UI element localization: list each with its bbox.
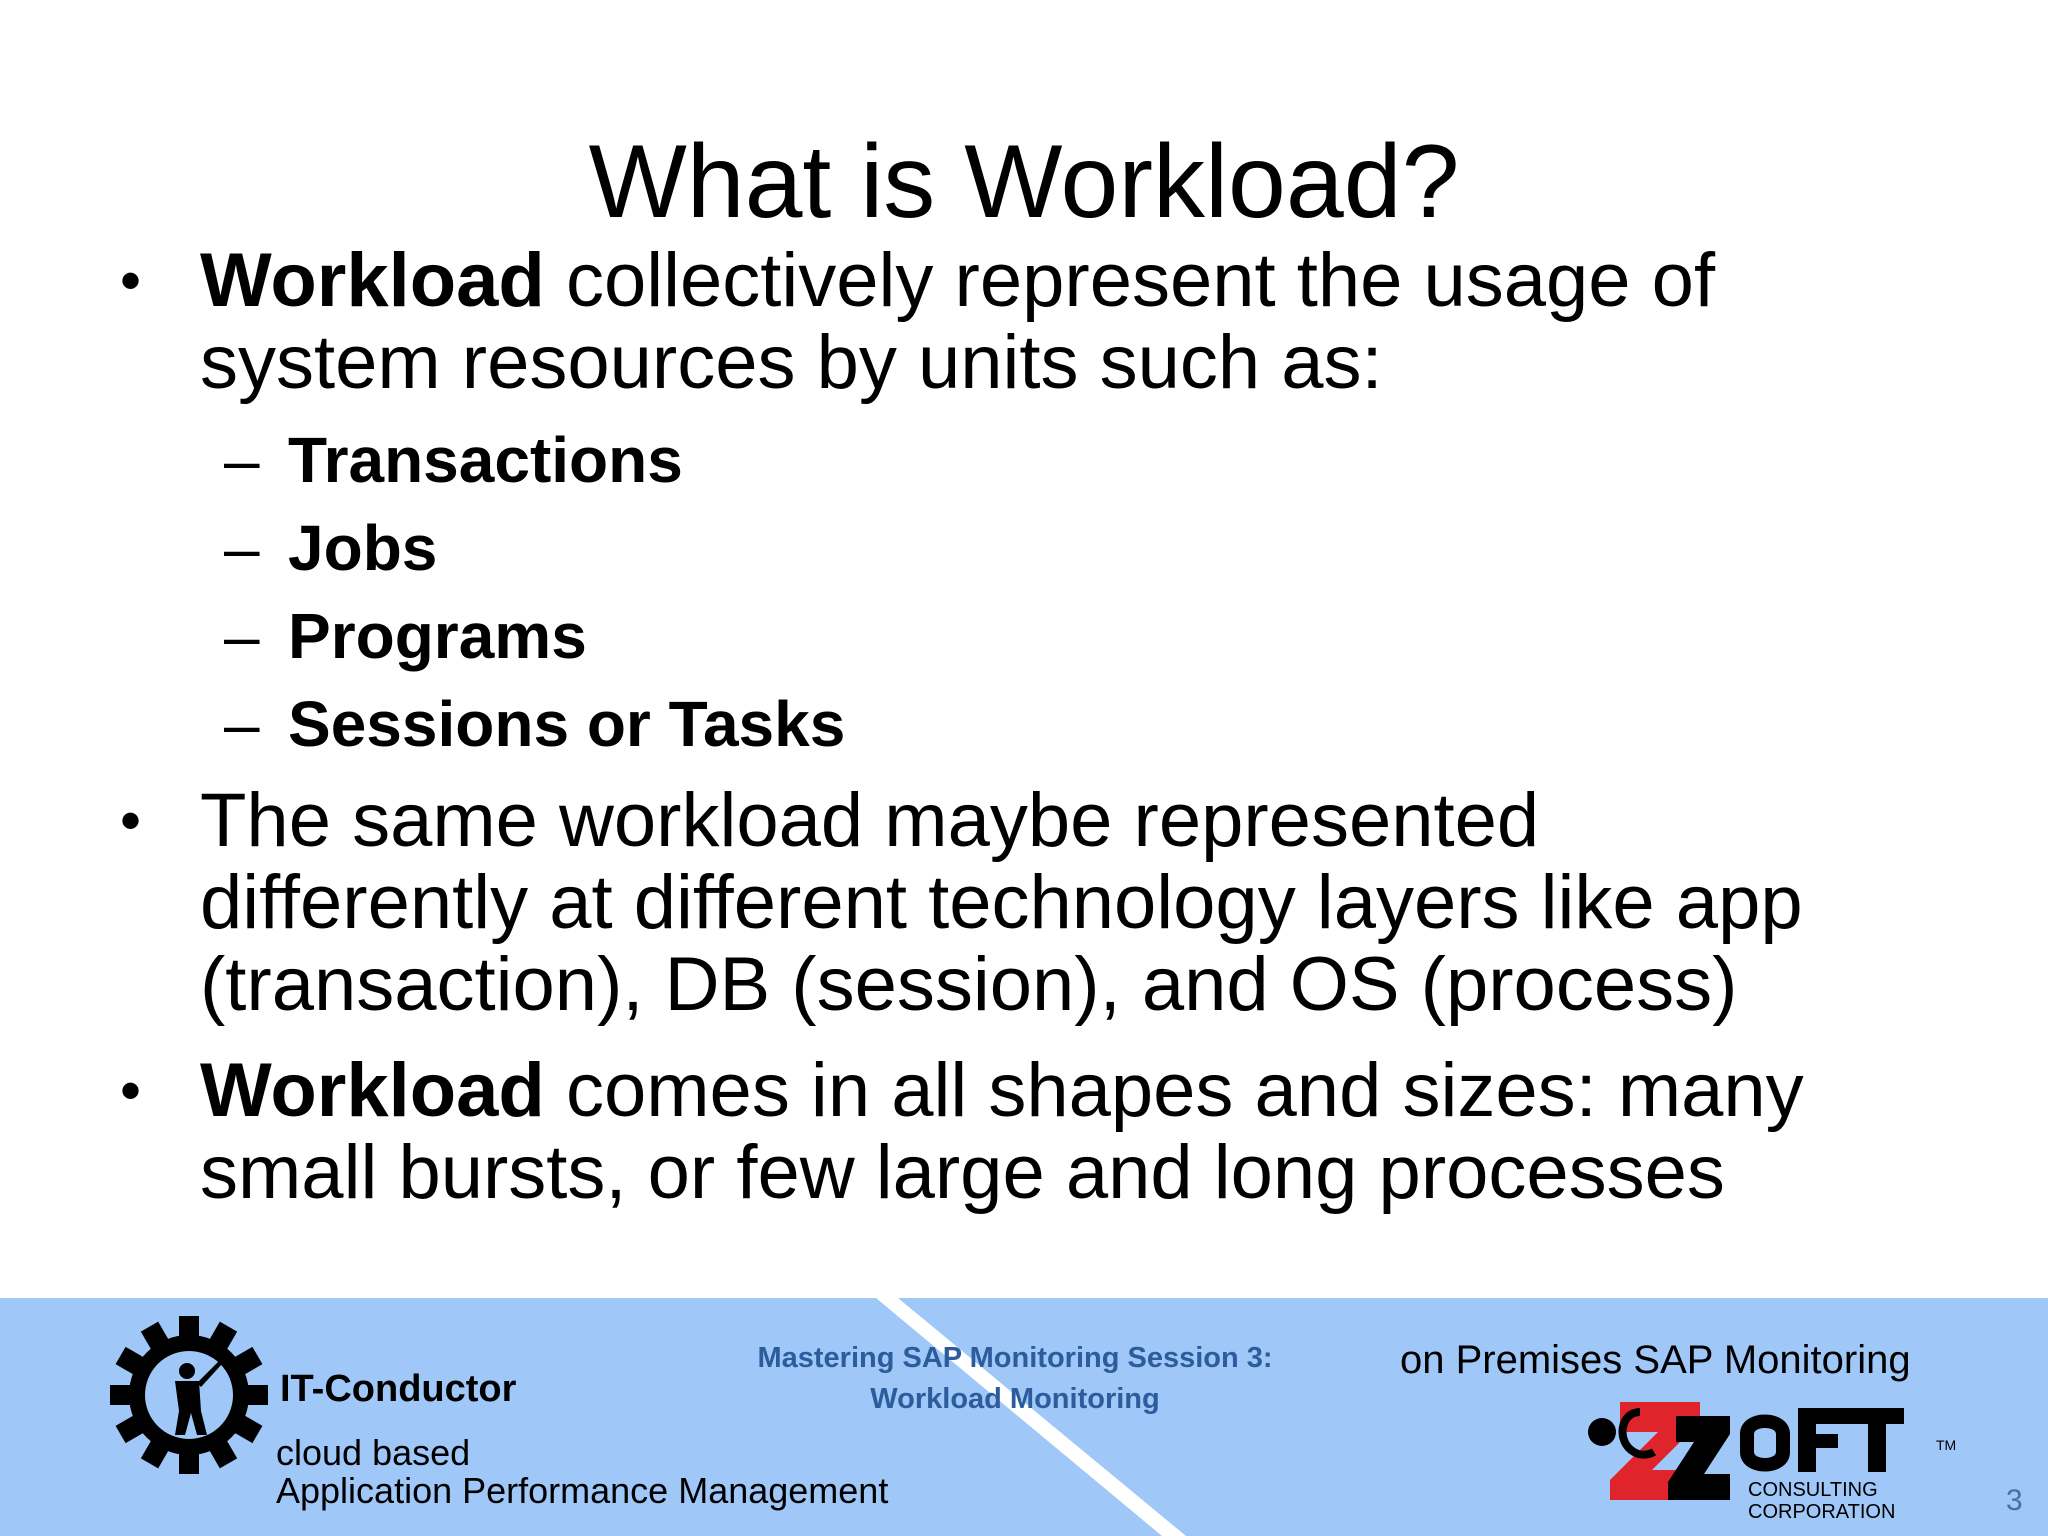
tagline-line2: Application Performance Management <box>276 1470 889 1511</box>
bullet-item-3 <box>120 1048 1900 1215</box>
gear-conductor-icon <box>110 1316 268 1474</box>
bullet-2-line3: (transaction), DB (session), and OS (process) <box>200 942 1738 1027</box>
sub-bullet-jobs <box>224 512 437 584</box>
bullet-1-bold: Workload <box>200 238 545 323</box>
bullet-2-line1: The same workload maybe represented <box>200 778 1540 863</box>
dash: – <box>224 600 260 672</box>
bullet-dot: • <box>120 787 142 854</box>
bullet-dot: • <box>120 247 142 314</box>
bullet-item-2 <box>120 778 1900 1027</box>
brand-name: IT-Conductor <box>280 1368 517 1410</box>
premises-label: on Premises SAP Monitoring <box>1400 1338 1911 1382</box>
bullet-3-bold: Workload <box>200 1048 545 1133</box>
dash: – <box>224 512 260 584</box>
bullet-2-line2: differently at different technology layers like app <box>200 860 1803 945</box>
page-number: 3 <box>2006 1484 2023 1517</box>
ozsoft-logo <box>1580 1394 1990 1524</box>
bullet-dot: • <box>120 1057 142 1124</box>
slide-footer <box>0 1298 2048 1536</box>
svg-text:TM: TM <box>1936 1437 1957 1453</box>
svg-text:CORPORATION: CORPORATION <box>1748 1501 1896 1523</box>
svg-text:CONSULTING: CONSULTING <box>1748 1479 1878 1501</box>
dash: – <box>224 688 260 760</box>
slide-title: What is Workload? <box>588 124 1460 240</box>
bullet-1-text: collectively represent the usage of <box>544 238 1716 323</box>
dash: – <box>224 424 260 496</box>
bullet-3-line2: small bursts, or few large and long processes <box>200 1130 1725 1215</box>
sub-bullet-programs <box>224 600 587 672</box>
sub-bullet-label: Sessions or Tasks <box>288 688 846 760</box>
bullet-3-text: comes in all shapes and sizes: many <box>544 1048 1804 1133</box>
bullet-item-1 <box>120 238 1900 405</box>
sub-bullet-label: Transactions <box>288 424 683 496</box>
sub-bullet-sessions <box>224 688 845 760</box>
sub-bullet-label: Jobs <box>288 512 438 584</box>
session-title <box>700 1338 1330 1420</box>
session-line2: Workload Monitoring <box>870 1383 1160 1415</box>
tagline-line1: cloud based <box>276 1432 471 1473</box>
bullet-1-line2: system resources by units such as: <box>200 320 1383 405</box>
session-line1: Mastering SAP Monitoring Session 3: <box>757 1342 1273 1374</box>
sub-bullet-label: Programs <box>288 600 587 672</box>
sub-bullet-transactions <box>224 424 683 496</box>
